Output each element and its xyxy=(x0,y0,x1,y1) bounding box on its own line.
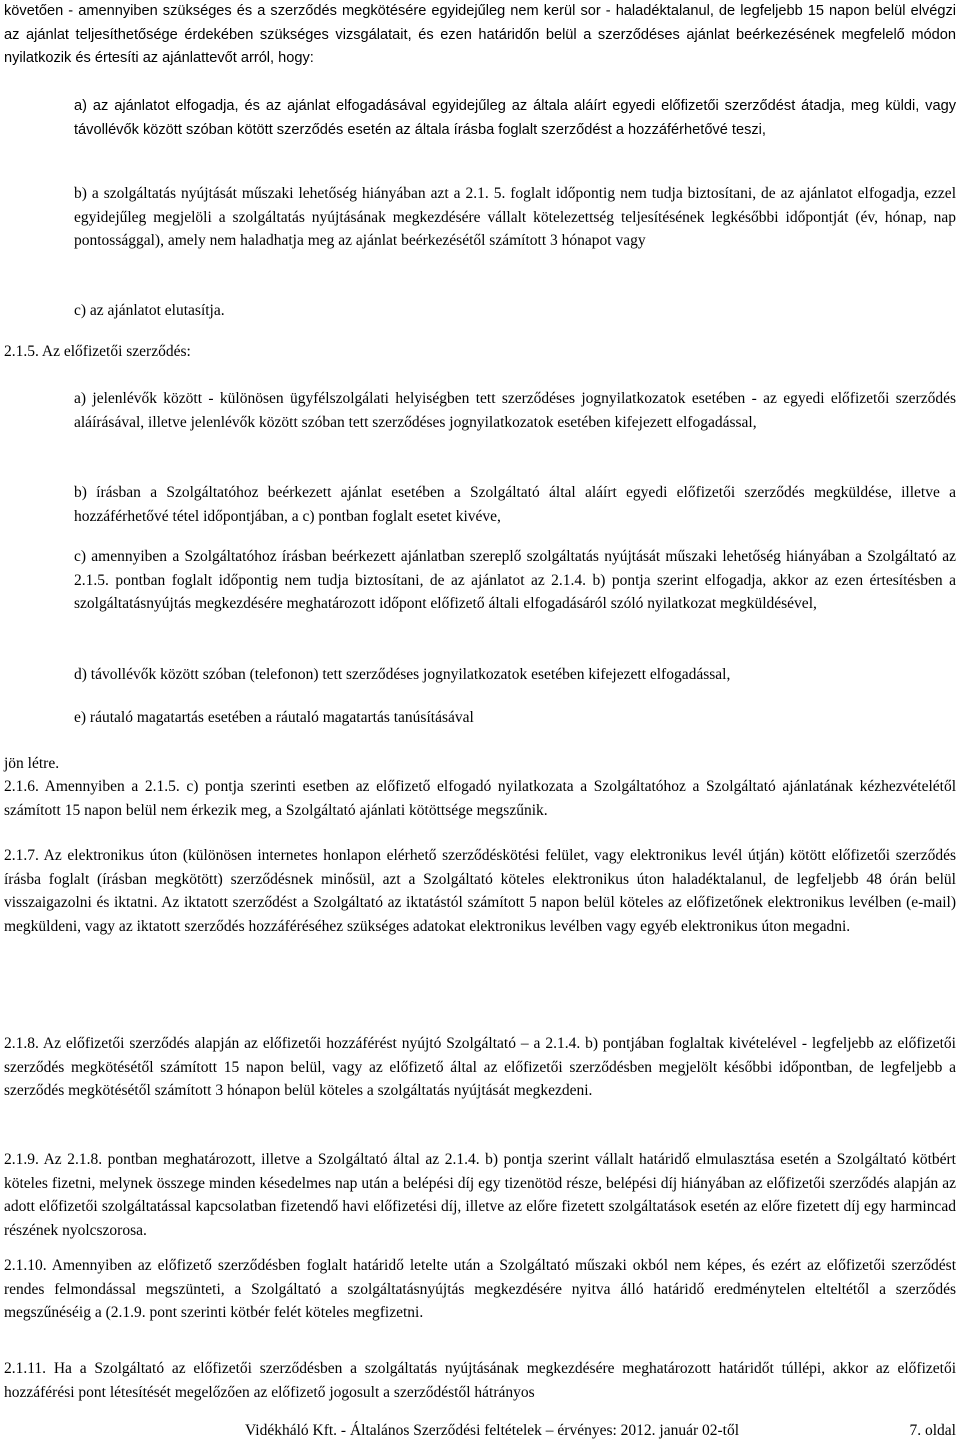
paragraph-intro-continuation: követően - amennyiben szükséges és a szerződés megkötésére egyidejűleg nem kerül sor - haladéktalanul, de legfeljebb 15 napon belül elvégzi az ajánlat teljesíthetősége érdekében szükséges vizsgálatait, és ezen határidőn belül a szerződéses ajánlat beérkezésének megfelelő módon nyilatkozik és értesíti az ajánlattevőt arról, hogy: xyxy=(4,3,956,67)
section-2-1-8: 2.1.8. Az előfizetői szerződés alapján az előfizetői hozzáférést nyújtó Szolgáltató – a 2.1.4. b) pontjában foglaltak kivételével - legfeljebb az előfizetői szerződés megkötésétől számított 15 napon belül, vagy az előfizető által az előfizetői szerződésben megjelölt későbbi időpontban, de legfeljebb a szerződés megkötésétől számított 3 hónapon belül köteles a szolgáltatás nyújtását megkezdeni. xyxy=(4,1035,956,1100)
list-item-b-accept-delayed: b) a szolgáltatás nyújtását műszaki lehetőség hiányában azt a 2.1. 5. foglalt időpontig nem tudja biztosítani, de az ajánlatot elfogadja, ezzel egyidejűleg megjelöli a szolgáltatás nyújtásának megkezdésére vállalt kötelezettség teljesítésének legkésőbbi időpontját (év, hónap, nap pontossággal), amely nem haladhatja meg az ajánlat beérkezésétől számított 3 hónapot vagy xyxy=(74,185,956,250)
section-2-1-6: 2.1.6. Amennyiben a 2.1.5. c) pontja szerinti esetben az előfizető elfogadó nyilatkozata a Szolgáltatóhoz a Szolgáltató ajánlatának kézhezvételétől számított 15 napon belül nem érkezik meg, a Szolgáltató ajánlati kötöttsége megszűnik. xyxy=(4,778,956,819)
section-2-1-7: 2.1.7. Az elektronikus úton (különösen internetes honlapon elérhető szerződéskötési felület, vagy elektronikus levél útján) kötött előfizetői szerződés írásba foglalt (írásban megkötött) szerződésnek minősül, azt a Szolgáltató köteles elektronikus úton haladéktalanul, de legfeljebb 48 órán belül visszaigazolni és iktatni. Az iktatott szerződést a Szolgáltató az iktatástól számított 5 napon belül köteles az előfizetőnek elektronikus levélben (e-mail) megküldeni, vagy az iktatott szerződés hozzáféréséhez szükséges adatokat elektronikus levélben vagy egyéb elektronikus úton megadni. xyxy=(4,847,956,935)
list-item-a-accept: a) az ajánlatot elfogadja, és az ajánlat elfogadásával egyidejűleg az általa aláírt egyedi előfizetői szerződést átadja, meg küldi, vagy távollévők között szóban kötött szerződés esetén az általa írásba foglalt szerződést a hozzáférhetővé teszi, xyxy=(74,98,956,138)
section-2-1-10: 2.1.10. Amennyiben az előfizető szerződésben foglalt határidő letelte után a Szolgáltató műszaki okból nem képes, és ezért az előfizetői szerződést rendes felmondással megszünteti, a Szolgáltató a szolgáltatásnyújtás megkezdésére nyitva álló határidő eredménytelen elteltétől a szerződés megszűnéséig a (2.1.9. pont szerinti kötbér felét köteles megfizetni. xyxy=(4,1257,956,1322)
paragraph-comes-into-being: jön létre. xyxy=(4,755,60,772)
section-2-1-11: 2.1.11. Ha a Szolgáltató az előfizetői szerződésben a szolgáltatás nyújtásának megkezdésére meghatározott határidőt túllépi, akkor az előfizetői hozzáférési pont létesítését megelőzően az előfizető jogosult a szerződéstől hátrányos xyxy=(4,1360,956,1401)
section-2-1-9: 2.1.9. Az 2.1.8. pontban meghatározott, illetve a Szolgáltató által az 2.1.4. b) pontja szerint vállalt határidő elmulasztása esetén a Szolgáltató kötbért köteles fizetni, melynek összege minden késedelmes nap után a belépési díj egy tizenötöd része, belépési díj hiányában az előfizetői szerződés alapján az adott előfizetői szolgáltatással kapcsolatban fizetendő havi előfizetési díj, illetve az előre fizetett szolgáltatások esetén az előre fizetett díj egy harmincad részének nyolcszorosa. xyxy=(4,1151,956,1239)
page-footer: Vidékháló Kft. - Általános Szerződési feltételek – érvényes: 2012. január 02-től xyxy=(245,1422,740,1439)
section-heading-2-1-5: 2.1.5. Az előfizetői szerződés: xyxy=(4,343,191,360)
page-number: 7. oldal xyxy=(909,1422,956,1439)
list-item-a-in-person: a) jelenlévők között - különösen ügyfélszolgálati helyiségben tett szerződéses jognyilatkozatok esetében - az egyedi előfizetői szerződés aláírásával, illetve jelenlévők között szóban tett szerződéses jognyilatkozatok esetében kifejezett elfogadással, xyxy=(74,390,956,431)
list-item-c-technical: c) amennyiben a Szolgáltatóhoz írásban beérkezett ajánlatban szereplő szolgáltatás nyújtását műszaki lehetőség hiányában a Szolgáltató az 2.1.5. pontban foglalt időpontig nem tudja biztosítani, de az ajánlatot az 2.1.4. b) pontja szerint elfogadja, akkor az ezen értesítésben a szolgáltatásnyújtás megkezdésére meghatározott időpont előfizető általi elfogadásáról szóló nyilatkozat megküldésével, xyxy=(74,548,956,613)
list-item-e-implied: e) ráutaló magatartás esetében a ráutaló magatartás tanúsításával xyxy=(74,709,474,726)
list-item-c-reject: c) az ajánlatot elutasítja. xyxy=(74,302,225,319)
list-item-d-phone: d) távollévők között szóban (telefonon) tett szerződéses jognyilatkozatok esetében kifejezett elfogadással, xyxy=(74,666,731,683)
list-item-b-in-writing: b) írásban a Szolgáltatóhoz beérkezett ajánlat esetében a Szolgáltató által aláírt egyedi előfizetői szerződés megküldése, illetve a hozzáférhetővé tétel időpontjában, a c) pontban foglalt esetet kivéve, xyxy=(74,484,956,525)
